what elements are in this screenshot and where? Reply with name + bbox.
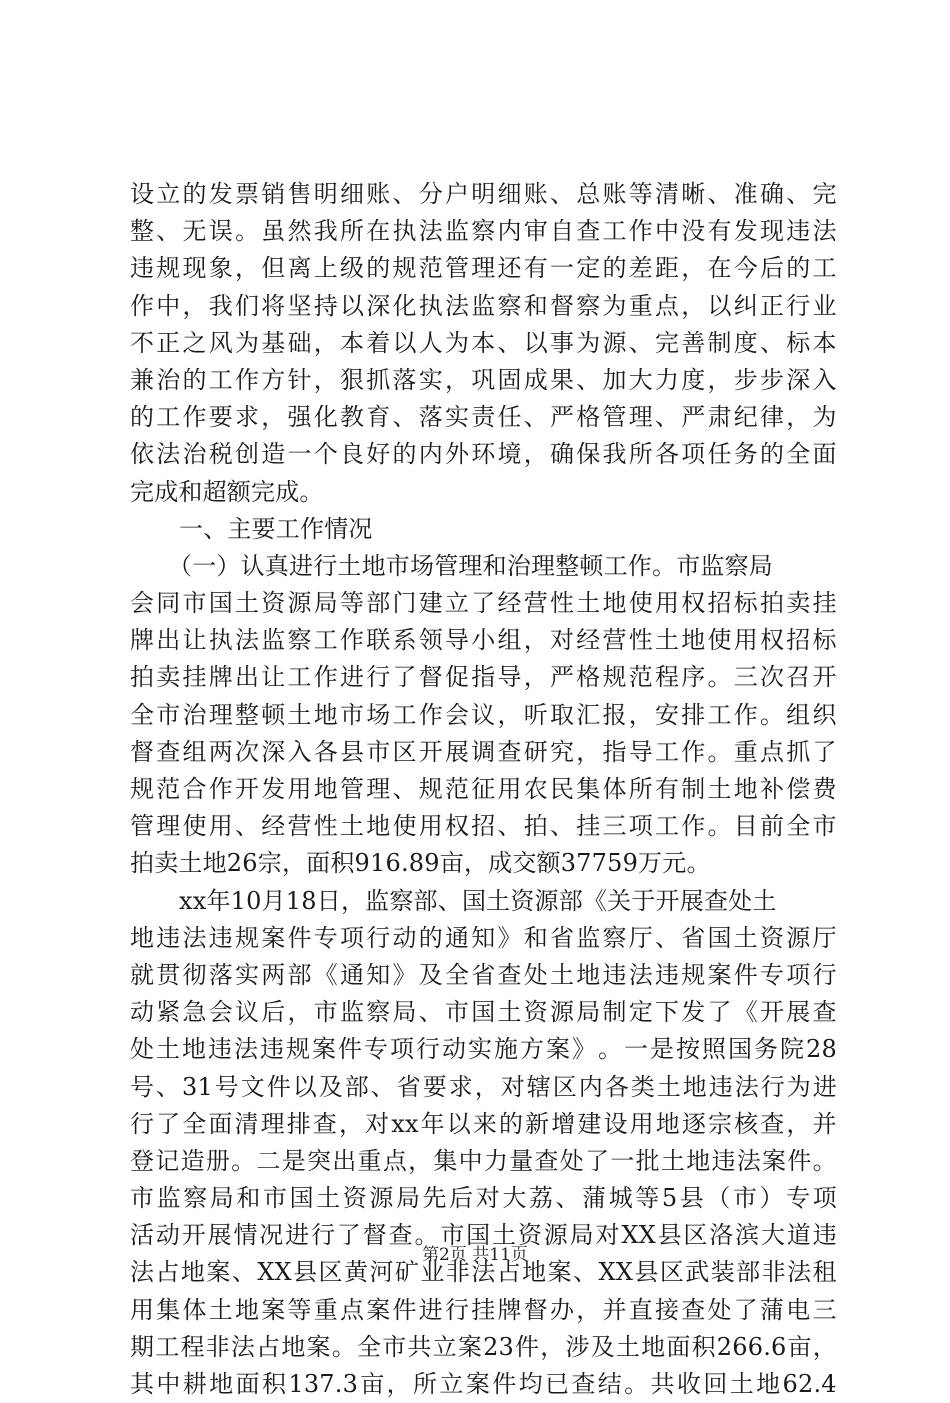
paragraph-line: 会 同 市 国 土 资 源 局 等 部 门 建 立 了 经 营 性 土 地 使 用 权 招 标 拍 卖 挂 [130, 589, 837, 618]
paragraph-line: 牌 出 让 执 法 监 察 工 作 联 系 领 导 小 组 ， 对 经 营 性 土 地 使 用 权 招 标 [130, 626, 837, 655]
paragraph-line: 期 工 程 非 法 占 地 案 。 全 市 共 立 案 23 件 ， 涉 及 土 地 面 积 266.6 亩 ， [130, 1332, 837, 1361]
paragraph-line: 法 占 地 案 、 XX 县 区 黄 河 矿 业 非 法 占 地 案 、 XX 县 区 武 装 部 非 法 租 [130, 1258, 837, 1287]
paragraph-line: 督 查 组 两 次 深 入 各 县 市 区 开 展 调 查 研 究 ， 指 导 工 作 。 重 点 抓 了 [130, 737, 837, 766]
paragraph-line: 动 紧 急 会 议 后 ， 市 监 察 局 、 市 国 土 资 源 局 制 定 下 发 了 《 开 展 查 [130, 998, 837, 1027]
section-heading: 一、主要工作情况 [179, 514, 373, 543]
document-body [130, 176, 837, 1403]
paragraph-line: 处 土 地 违 法 违 规 案 件 专 项 行 动 实 施 方 案 》 。 一 是 按 照 国 务 院 28 [130, 1035, 837, 1064]
subsection-heading-line: （一）认真进行土地市场管理和治理整顿工作。市监察局 [168, 551, 773, 580]
paragraph-line: 用 集 体 土 地 案 等 重 点 案 件 进 行 挂 牌 督 办 ， 并 直 接 查 处 了 蒲 电 三 [130, 1295, 837, 1324]
paragraph-line: 的 工 作 要 求 ， 强 化 教 育 、 落 实 责 任 、 严 格 管 理 、 严 肃 纪 律 ， 为 [130, 403, 837, 432]
paragraph-line: 规 范 合 作 开 发 用 地 管 理 、 规 范 征 用 农 民 集 体 所 有 制 土 地 补 偿 费 [130, 775, 837, 803]
paragraph-line: 活 动 开 展 情 况 进 行 了 督 查 。 市 国 土 资 源 局 对 XX 县 区 洛 滨 大 道 违 [130, 1221, 837, 1250]
paragraph-first-line: xx年10月18日，监察部、国土资源部《关于开展查处土 [179, 886, 777, 915]
paragraph-line: 其 中 耕 地 面 积 137.3 亩 ， 所 立 案 件 均 已 查 结 。 共 收 回 土 地 62.4 [130, 1370, 837, 1398]
paragraph-line: 登 记 造 册 。 二 是 突 出 重 点 ， 集 中 力 量 查 处 了 一 批 土 地 违 法 案 件 。 [130, 1146, 837, 1175]
paragraph-line: 拍卖土地26宗，面积916.89亩，成交额37759万元。 [130, 849, 711, 878]
paragraph-line: 兼 治 的 工 作 方 针 ， 狠 抓 落 实 ， 巩 固 成 果 、 加 大 力 度 ， 步 步 深 入 [130, 365, 837, 394]
paragraph-line: 行 了 全 面 清 理 排 查 ， 对 xx 年 以 来 的 新 增 建 设 用 地 逐 宗 核 查 ， 并 [130, 1109, 837, 1138]
paragraph-line: 地 违 法 违 规 案 件 专 项 行 动 的 通 知 》 和 省 监 察 厅 、 省 国 土 资 源 厅 [130, 923, 837, 952]
paragraph-line: 管 理 使 用 、 经 营 性 土 地 使 用 权 招 、 拍 、 挂 三 项 工 作 。 目 前 全 市 [130, 812, 837, 841]
paragraph-line: 市 监 察 局 和 市 国 土 资 源 局 先 后 对 大 荔 、 蒲 城 等 5 县 （ 市 ） 专 项 [130, 1184, 837, 1213]
paragraph-line: 拍 卖 挂 牌 出 让 工 作 进 行 了 督 促 指 导 ， 严 格 规 范 程 序 。 三 次 召 开 [130, 663, 837, 692]
paragraph-line: 号 、 31 号 文 件 以 及 部 、 省 要 求 ， 对 辖 区 内 各 类 土 地 违 法 行 为 进 [130, 1072, 837, 1101]
paragraph-line: 全 市 治 理 整 顿 土 地 市 场 工 作 会 议 ， 听 取 汇 报 ， 安 排 工 作 。 组 织 [130, 700, 837, 729]
paragraph-line: 整 、 无 误 。 虽 然 我 所 在 执 法 监 察 内 审 自 查 工 作 中 没 有 发 现 违 法 [130, 217, 837, 246]
paragraph-line: 设 立 的 发 票 销 售 明 细 账 、 分 户 明 细 账 、 总 账 等 清 晰 、 准 确 、 完 [130, 180, 837, 208]
paragraph-line: 违 规 现 象 ， 但 离 上 级 的 规 范 管 理 还 有 一 定 的 差 距 ， 在 今 后 的 工 [130, 254, 837, 283]
paragraph-line: 依 法 治 税 创 造 一 个 良 好 的 内 外 环 境 ， 确 保 我 所 各 项 任 务 的 全 面 [130, 440, 837, 469]
paragraph-line: 完成和超额完成。 [130, 477, 324, 506]
page-number-footer: 第2页 共11页 [422, 1245, 528, 1265]
paragraph-line: 就 贯 彻 落 实 两 部 《 通 知 》 及 全 省 查 处 土 地 违 法 违 规 案 件 专 项 行 [130, 960, 837, 989]
paragraph-line: 不 正 之 风 为 基 础 ， 本 着 以 人 为 本 、 以 事 为 源 、 完 善 制 度 、 标 本 [130, 328, 837, 357]
paragraph-line: 作 中 ， 我 们 将 坚 持 以 深 化 执 法 监 察 和 督 察 为 重 点 ， 以 纠 正 行 业 [130, 291, 837, 320]
